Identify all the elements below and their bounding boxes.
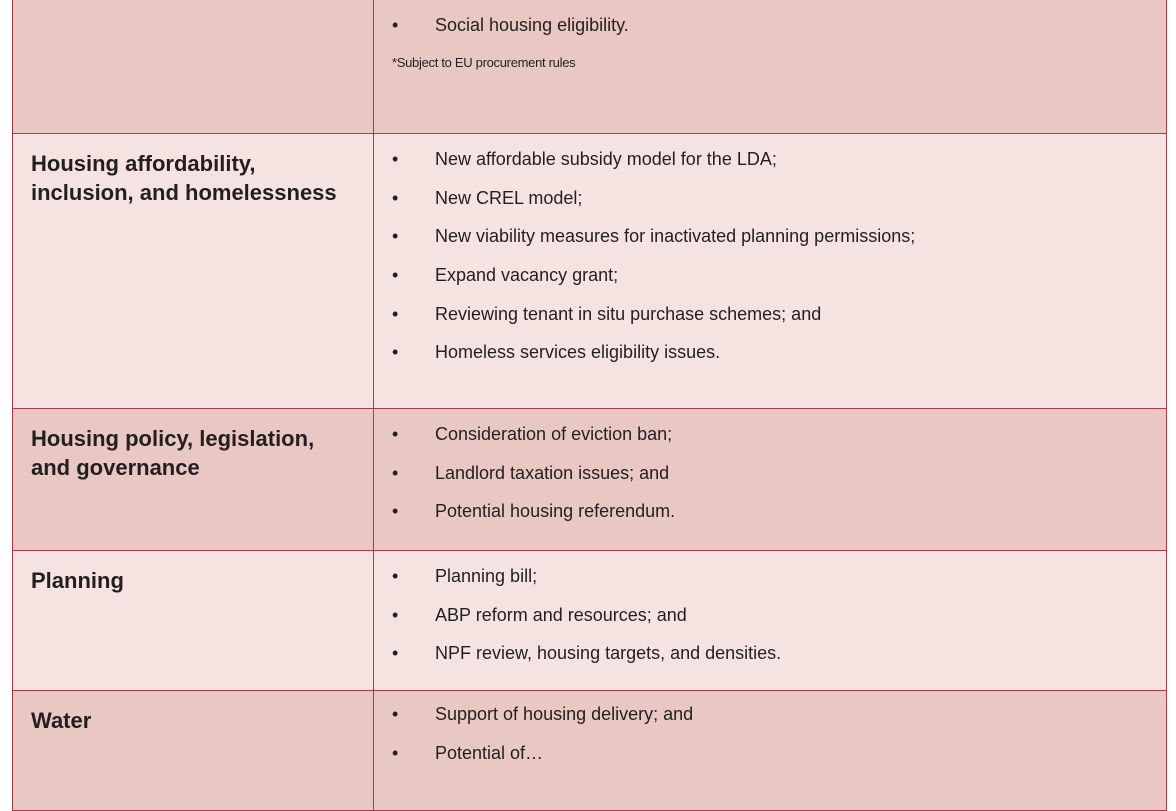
table-row [13, 551, 1166, 691]
table-row [13, 691, 1166, 811]
list-item: • New affordable subsidy model for the LDA; [374, 146, 1166, 185]
footnote: *Subject to EU procurement rules [392, 54, 576, 70]
row-heading: Housing affordability, inclusion, and homelessness [13, 134, 374, 408]
bullet-list [374, 563, 1166, 679]
list-item: • Expand vacancy grant; [374, 262, 1166, 301]
bullet-icon: • [392, 187, 399, 208]
bullet-list [374, 421, 1166, 537]
bullet-list [374, 701, 1166, 778]
row-heading: Planning [13, 551, 374, 690]
bullet-icon: • [392, 342, 399, 363]
list-item: • Consideration of eviction ban; [374, 421, 1166, 460]
table-row [13, 409, 1166, 551]
bullet-icon: • [392, 643, 399, 664]
list-item: • Reviewing tenant in situ purchase schemes; and [374, 301, 1166, 340]
bullet-icon: • [392, 566, 399, 586]
list-item: • Support of housing delivery; and [374, 701, 1166, 740]
bullet-icon: • [392, 265, 399, 286]
row-heading: Housing policy, legislation, and governance [13, 409, 374, 550]
bullet-icon: • [392, 226, 399, 247]
bullet-icon: • [392, 303, 399, 324]
row-heading: Water [13, 691, 374, 810]
bullet-list [374, 146, 1166, 378]
bullet-icon: • [392, 704, 399, 724]
list-item: • Potential housing referendum. [374, 498, 1166, 537]
list-item: • Potential of… [374, 740, 1166, 779]
bullet-icon: • [392, 462, 399, 483]
policy-table [12, 0, 1167, 811]
list-item: • New CREL model; [374, 185, 1166, 224]
bullet-icon: • [392, 501, 399, 522]
bullet-list [374, 12, 1166, 51]
list-item: • Planning bill; [374, 563, 1166, 602]
bullet-icon: • [392, 604, 399, 625]
table-row [13, 0, 1166, 134]
bullet-icon: • [392, 424, 399, 444]
bullet-icon: • [392, 15, 399, 35]
table-row [13, 134, 1166, 409]
list-item: • Homeless services eligibility issues. [374, 339, 1166, 378]
list-item: • NPF review, housing targets, and densities. [374, 640, 1166, 679]
list-item: • Social housing eligibility. [374, 12, 1166, 51]
list-item: • ABP reform and resources; and [374, 602, 1166, 641]
row-heading [13, 0, 374, 133]
list-item: • Landlord taxation issues; and [374, 460, 1166, 499]
bullet-icon: • [392, 742, 399, 763]
list-item: • New viability measures for inactivated planning permissions; [374, 223, 1166, 262]
bullet-icon: • [392, 149, 399, 169]
